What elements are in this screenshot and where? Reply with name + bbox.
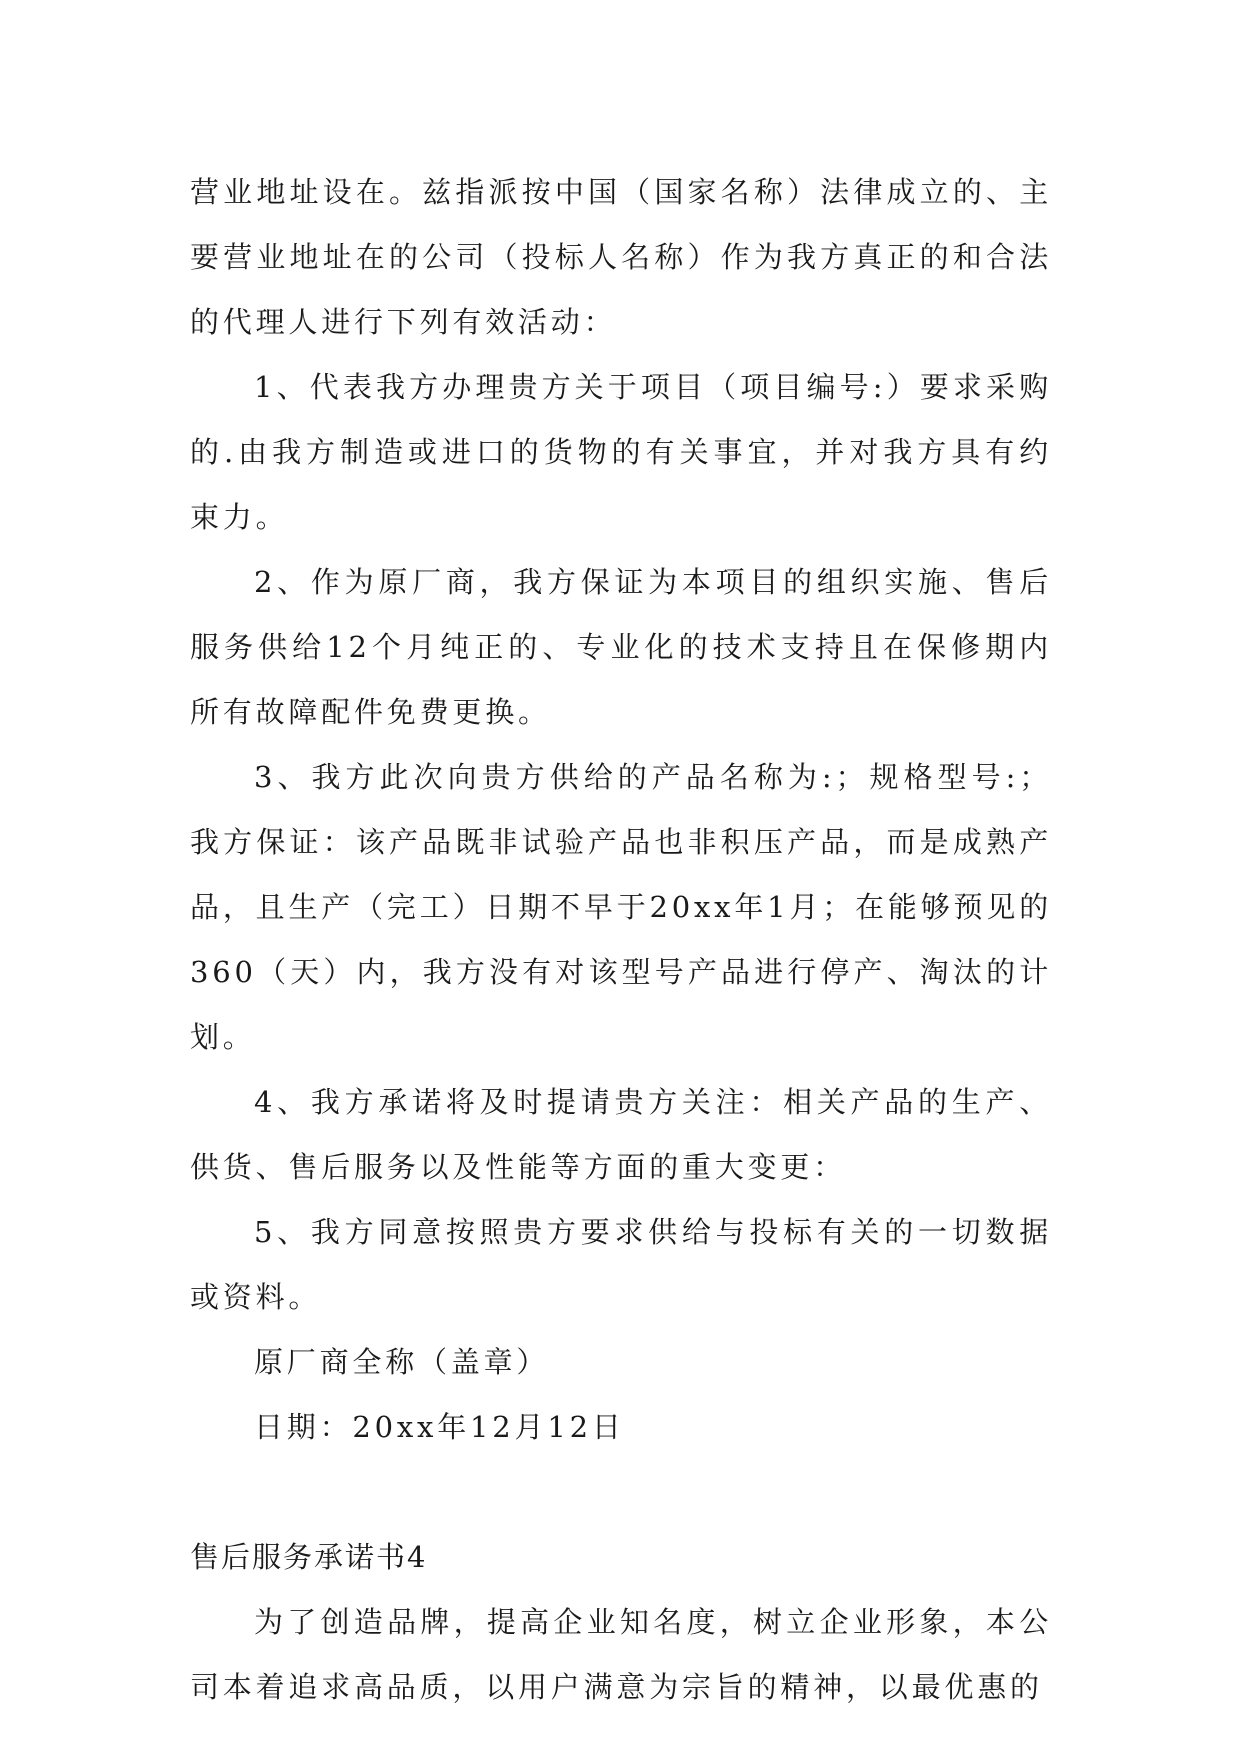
paragraph-item-2: 2、作为原厂商，我方保证为本项目的组织实施、售后服务供给12个月纯正的、专业化的技术支持且在保修期内所有故障配件免费更换。 xyxy=(190,565,1052,729)
date-line: 日期：20xx年12月12日 xyxy=(254,1410,625,1444)
paragraph-intro: 营业地址设在。兹指派按中国（国家名称）法律成立的、主要营业地址在的公司（投标人名称）作为我方真正的和合法的代理人进行下列有效活动： xyxy=(190,175,1052,339)
paragraph-item-4: 4、我方承诺将及时提请贵方关注：相关产品的生产、供货、售后服务以及性能等方面的重大变更： xyxy=(190,1085,1052,1184)
signature-line: 原厂商全称（盖章） xyxy=(254,1345,550,1379)
section-title: 售后服务承诺书4 xyxy=(190,1540,428,1574)
paragraph-item-1: 1、代表我方办理贵方关于项目（项目编号:）要求采购的.由我方制造或进口的货物的有关事宜，并对我方具有约束力。 xyxy=(190,370,1052,534)
section-paragraph: 为了创造品牌，提高企业知名度，树立企业形象，本公司本着追求高品质，以用户满意为宗旨的精神，以最优惠的 xyxy=(190,1605,1052,1704)
paragraph-item-5: 5、我方同意按照贵方要求供给与投标有关的一切数据或资料。 xyxy=(190,1215,1052,1314)
document-body xyxy=(190,160,1052,1720)
paragraph-item-3: 3、我方此次向贵方供给的产品名称为:；规格型号:；我方保证：该产品既非试验产品也非积压产品，而是成熟产品，且生产（完工）日期不早于20xx年1月；在能够预见的360（天）内，我方没有对该型号产品进行停产、淘汰的计划。 xyxy=(190,760,1052,1054)
